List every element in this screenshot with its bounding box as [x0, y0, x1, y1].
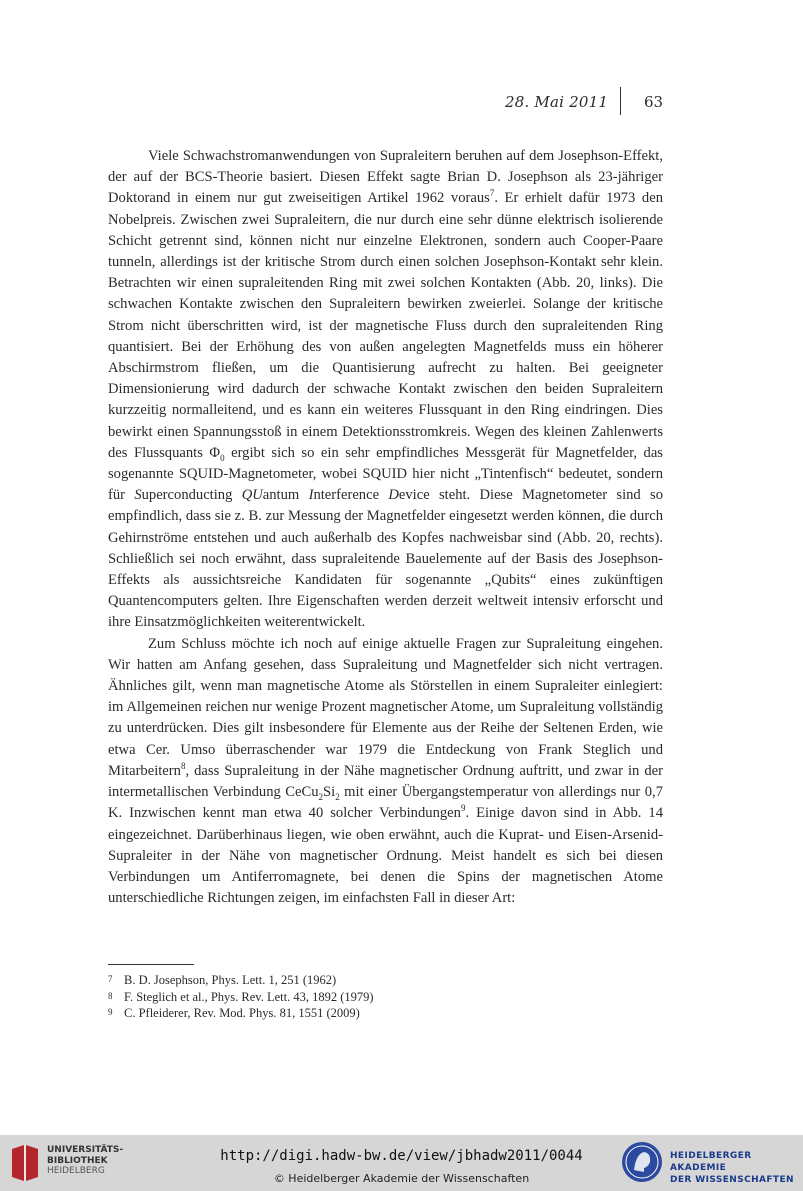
viewer-footer: [0, 1135, 803, 1191]
page-number: 63: [644, 93, 664, 111]
footnotes: [108, 972, 374, 1022]
paragraph-1: Viele Schwachstromanwendungen von Supraleitern beruhen auf dem Josephson-Effekt, der auf der BCS-Theorie basiert. Diesen Effekt sagte Brian D. Josephson als 23-jähriger Doktorand in einem nur gut zweiseitigen Artikel 1962 voraus$^7$. Er erhielt dafür 1973 den Nobelpreis. Zwischen zwei Supraleitern, die nur durch eine sehr dünne elektrisch isolierende Schicht getrennt sind, können nicht nur einzelne Elektronen, sondern auch Cooper-Paare tunneln, allerdings ist der kritische Strom durch einen solchen Josephson-Kontakt sehr klein. Betrachten wir einen supraleitenden Ring mit zwei solchen Kontakten (Abb. 20, links). Die schwachen Kontakte zwischen den Supraleitern bewirken zweierlei. Solange der kritische Strom nicht überschritten wird, ist der magnetische Fluss durch den supraleitenden Ring quantisiert. Bei der Erhöhung des von außen angelegten Magnetfelds muss ein höherer Abschirmstrom fließen, um die Quantisierung aufrecht zu halten. Bei geeigneter Dimensionierung wird dadurch der schwache Kontakt zwischen den beiden Supraleitern kurzzeitig normalleitend, und es kann ein weiteres Flussquant in den Ring eindringen. Dies bewirkt einen Spannungsstoß in einem Detektionsstromkreis. Wegen des kleinen Zahlenwerts des Flussquants $\Phi_0$ ergibt sich so ein sehr empfindliches Messgerät für Magnetfelder, das sogenannte SQUID-Magnetometer, wobei SQUID hier nicht „Tintenfisch“ bedeutet, sondern für Superconducting QUantum Interference Device steht. Diese Magnetometer sind so empfindlich, dass sie z. B. zur Messung der Magnetfelder eingesetzt werden können, die durch Gehirnströme entstehen und auch außerhalb des Kopfes nachweisbar sind (Abb. 20, rechts). Schließlich sei noch erwähnt, dass supraleitende Bauelemente auf der Basis des Josephson-Effekts als aussichtsreiche Kandidaten für sogenannte „Qubits“ eines zukünftigen Quantencomputers gelten. Ihre Eigenschaften werden derzeit weltweit intensiv erforscht und ihre Einsatzmöglichkeiten weiterentwickelt.: [108, 148, 664, 631]
body-text: [108, 146, 663, 909]
footnote-divider: [108, 964, 194, 965]
footnote-7: 7 B. D. Josephson, Phys. Lett. 1, 251 (1962): [108, 973, 337, 987]
running-header: [0, 93, 803, 123]
footnote-ref-9[interactable]: 9: [460, 803, 466, 814]
footnote-ref-7[interactable]: 7: [489, 188, 495, 199]
footnote-8: 8 F. Steglich et al., Phys. Rev. Lett. 43, 1892 (1979): [108, 989, 374, 1004]
footnote-9: 9 C. Pfleiderer, Rev. Mod. Phys. 81, 1551 (2009): [108, 1006, 360, 1020]
academy-seal-icon[interactable]: [620, 1140, 664, 1184]
university-library-name: UNIVERSITÄTS- BIBLIOTHEK HEIDELBERG: [47, 1145, 124, 1176]
footnote-ref-8[interactable]: 8: [180, 761, 186, 772]
header-date: 28. Mai 2011: [505, 93, 609, 111]
academy-name: HEIDELBERGER AKADEMIE DER WISSENSCHAFTEN: [670, 1151, 794, 1185]
copyright-notice: © Heidelberger Akademie der Wissenschaften: [273, 1172, 530, 1185]
permalink-url[interactable]: http://digi.hadw-bw.de/view/jbhadw2011/0044: [220, 1148, 583, 1164]
header-divider: [620, 87, 621, 115]
paragraph-2: Zum Schluss möchte ich noch auf einige aktuelle Fragen zur Supraleitung eingehen. Wir hatten am Anfang gesehen, dass Supraleitung und Magnetfelder sich nicht vertragen. Ähnliches gilt, wenn man magnetische Atome als Störstellen in einem Supraleiter einlegiert: im Allgemeinen reichen nur wenige Prozent magnetischer Atome, um Supraleitung vollständig zu unterdrücken. Dies gilt insbesondere für Elemente aus der Reihe der Seltenen Erden, wie etwa Cer. Umso überraschender war 1979 die Entdeckung von Frank Steglich und Mitarbeitern$^8$, dass Supraleitung in der Nähe magnetischer Ordnung auftritt, und zwar in der intermetallischen Verbindung $CeCu_2Si_2$ mit einer Übergangstemperatur von allerdings nur 0,7 K. Inzwischen kennt man etwa 40 solcher Verbindungen$^9$. Einige davon sind in Abb. 14 eingezeichnet. Darüberhinaus liegen, wie oben erwähnt, auch die Kuprat- und Eisen-Arsenid-Supraleiter in der Nähe von magnetischer Ordnung. Meist handelt es sich bei diesen Verbindungen um Antiferromagnete, bei denen die Spins der magnetischen Atome unterschiedliche Richtungen zeigen, im einfachsten Fall in dieser Art:: [108, 635, 663, 907]
